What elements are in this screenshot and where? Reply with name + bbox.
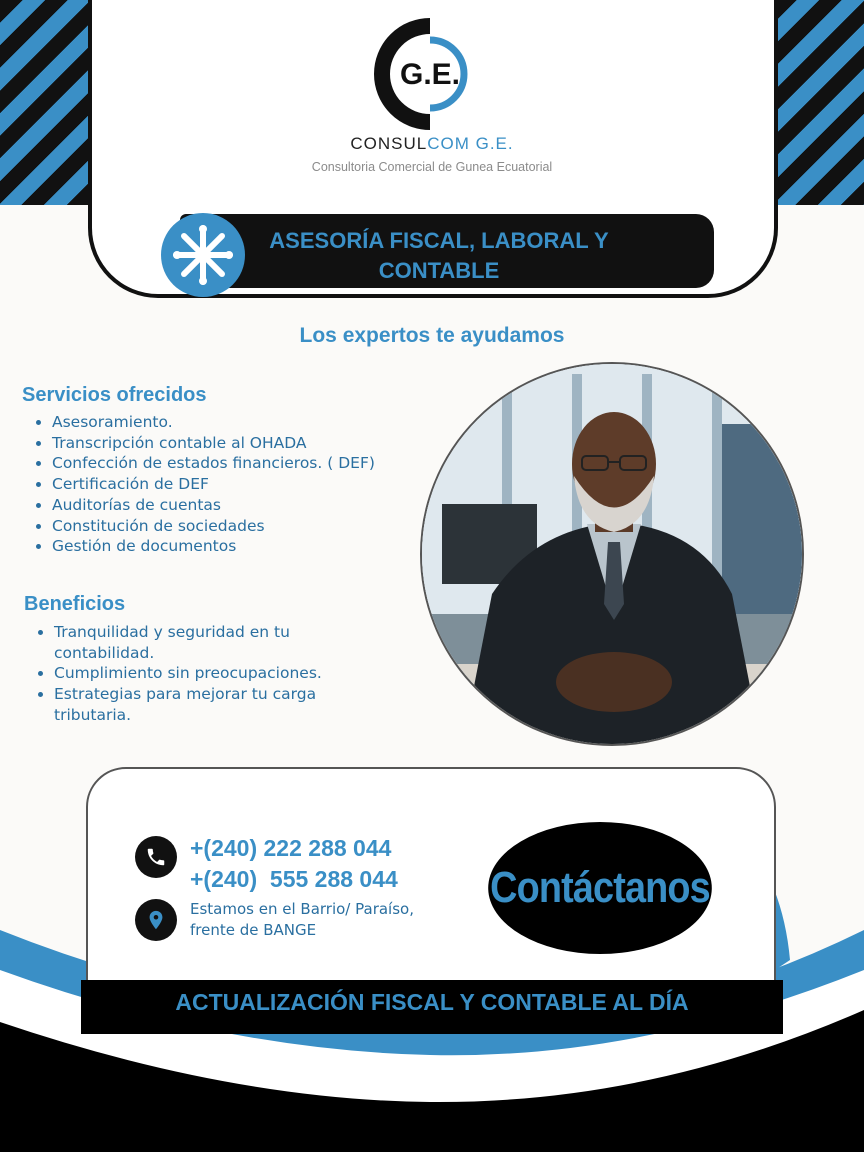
address-line2: frente de BANGE [190, 921, 317, 939]
benefit-item: • Estrategias para mejorar tu carga tributaria. [54, 684, 374, 725]
services-list [22, 412, 452, 557]
address [190, 899, 470, 941]
page-title [244, 226, 634, 286]
page-subtitle: Los expertos te ayudamos [299, 324, 565, 347]
page-title-line1: ASESORÍA FISCAL, LABORAL Y [269, 228, 609, 253]
benefit-item: • Cumplimiento sin preocupaciones. [54, 663, 374, 684]
phone-number-2[interactable]: +(240) 555 288 044 [190, 866, 398, 892]
service-item: • Gestión de documentos [52, 536, 452, 557]
address-line1: Estamos en el Barrio/ Paraíso, [190, 900, 414, 918]
benefits-title: Beneficios [24, 593, 126, 615]
benefits-list [24, 622, 374, 726]
service-item: • Certificación de DEF [52, 474, 452, 495]
footer-slogan: ACTUALIZACIÓN FISCAL Y CONTABLE AL DÍA [175, 989, 689, 1015]
decorative-stripes-left [0, 0, 92, 205]
logo-text: G.E. [399, 58, 461, 91]
brand-name [0, 134, 864, 154]
service-item: • Constitución de sociedades [52, 516, 452, 537]
service-item: • Auditorías de cuentas [52, 495, 452, 516]
contact-button[interactable]: Contáctanos [488, 822, 712, 954]
service-item: • Confección de estados financieros. ( DEF) [52, 453, 452, 474]
asterisk-icon [161, 213, 245, 297]
brand-name-part1: CONSUL [350, 134, 428, 153]
brand-name-part2: COM G.E. [427, 134, 514, 153]
phone-icon[interactable] [135, 836, 177, 878]
benefit-item: • Tranquilidad y seguridad en tu contabilidad. [54, 622, 374, 663]
service-item: • Asesoramiento. [52, 412, 452, 433]
company-logo [366, 18, 496, 130]
service-item: • Transcripción contable al OHADA [52, 433, 452, 454]
decorative-stripes-right [774, 0, 864, 205]
consultant-photo [420, 362, 804, 746]
location-pin-icon [135, 899, 177, 941]
services-title: Servicios ofrecidos [22, 384, 207, 406]
phone-number-1[interactable]: +(240) 222 288 044 [190, 835, 392, 861]
brand-tagline: Consultoria Comercial de Gunea Ecuatorial [311, 160, 553, 174]
page-title-line2: CONTABLE [378, 258, 500, 283]
